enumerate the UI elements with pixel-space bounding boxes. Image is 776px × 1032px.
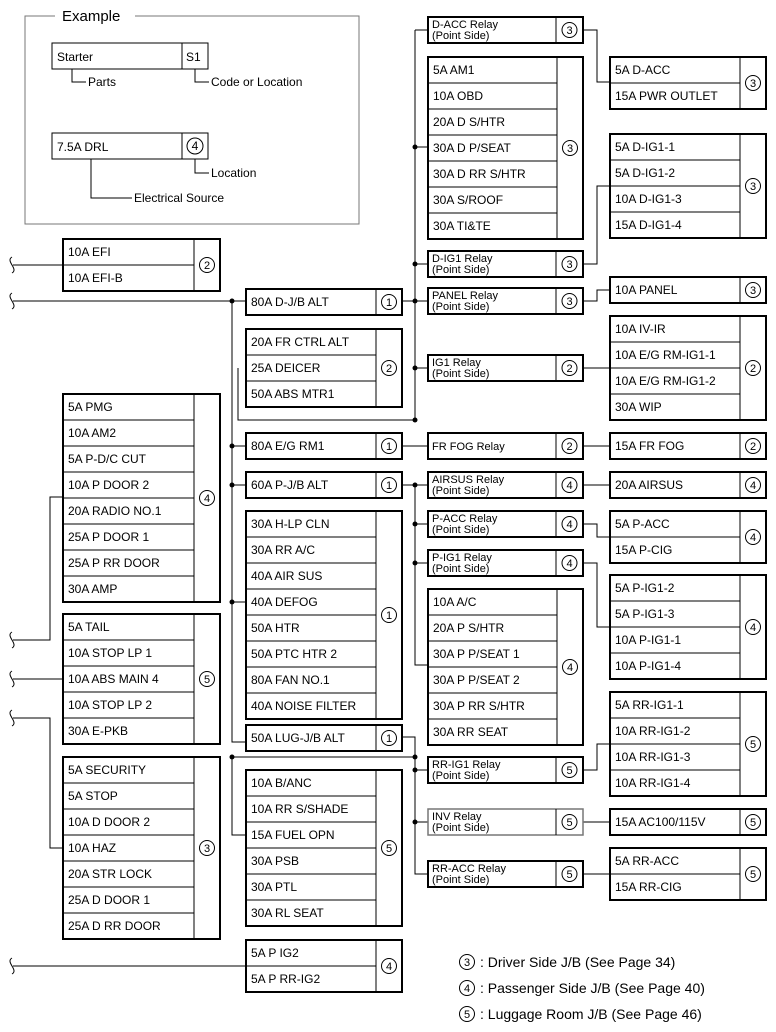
fuse-50a-abs-mtr1: 50A ABS MTR1 <box>251 387 335 401</box>
fuse-10a-p-ig1-4: 10A P-IG1-4 <box>615 659 682 673</box>
location-number: 4 <box>566 558 573 570</box>
group-airsus-relay <box>428 472 583 498</box>
group-tail-group <box>63 614 220 744</box>
fuse-80a-e-g-rm1: 80A E/G RM1 <box>251 439 325 453</box>
fuse-30a-rl-seat: 30A RL SEAT <box>251 906 324 920</box>
location-number: 4 <box>566 662 574 674</box>
example-part-code: S1 <box>186 50 201 64</box>
location-number: 1 <box>385 441 393 453</box>
fuse-25a-p-rr-door: 25A P RR DOOR <box>68 556 160 570</box>
group-ac-group <box>428 589 583 745</box>
fuse-30a-d-rr-s-htr: 30A D RR S/HTR <box>433 167 526 181</box>
location-number: 4 <box>749 622 757 634</box>
location-number: 5 <box>203 674 211 686</box>
group-ig1-out <box>610 316 766 420</box>
relay-point-side: (Point Side) <box>432 563 490 575</box>
fuse-50a-htr: 50A HTR <box>251 621 300 635</box>
group-pjb-alt <box>246 472 402 498</box>
cable-break-marks <box>10 257 14 974</box>
relay-name: IG1 Relay <box>432 357 481 369</box>
relay-name: FR FOG Relay <box>432 441 505 453</box>
fuse-15a-fuel-opn: 15A FUEL OPN <box>251 828 335 842</box>
fuse-10a-rr-ig1-3: 10A RR-IG1-3 <box>615 750 691 764</box>
location-number: 3 <box>566 25 573 37</box>
group-am1-group <box>428 57 583 239</box>
fuse-50a-ptc-htr-2: 50A PTC HTR 2 <box>251 647 338 661</box>
relay-name: INV Relay <box>432 811 482 823</box>
example-location-label: Location <box>211 166 257 180</box>
relay-name: P-IG1 Relay <box>432 552 492 564</box>
group-rrig1-out <box>610 692 766 796</box>
group-pacc-relay <box>428 511 583 537</box>
relay-name: P-ACC Relay <box>432 513 498 525</box>
fuse-15a-p-cig: 15A P-CIG <box>615 543 673 557</box>
fuse-5a-p-acc: 5A P-ACC <box>615 517 670 531</box>
fuse-20a-p-s-htr: 20A P S/HTR <box>433 621 505 635</box>
relay-point-side: (Point Side) <box>432 524 490 536</box>
fuse-30a-rr-a-c: 30A RR A/C <box>251 543 316 557</box>
fuse-60a-p-j-b-alt: 60A P-J/B ALT <box>251 478 329 492</box>
group-rrig1-relay <box>428 757 583 783</box>
group-ig1-relay <box>428 355 583 381</box>
group-pig1-relay <box>428 550 583 576</box>
group-fr-fog-relay <box>428 433 583 459</box>
location-number: 3 <box>203 843 211 855</box>
group-pig1-out <box>610 575 766 679</box>
fuse-5a-d-ig1-2: 5A D-IG1-2 <box>615 166 676 180</box>
example-source-name: 7.5A DRL <box>57 140 109 154</box>
group-efi <box>63 239 220 291</box>
relay-name: RR-IG1 Relay <box>432 759 501 771</box>
group-pig2-group <box>246 940 402 992</box>
group-rracc-relay <box>428 861 583 887</box>
group-fr-fog-out <box>610 433 766 459</box>
fuse-30a-amp: 30A AMP <box>68 582 118 596</box>
fuse-20a-d-s-htr: 20A D S/HTR <box>433 115 506 129</box>
fuse-10a-obd: 10A OBD <box>433 89 484 103</box>
fuse-30a-p-p-seat-2: 30A P P/SEAT 2 <box>433 673 520 687</box>
group-airsus-out <box>610 472 766 498</box>
fuse-15a-fr-fog: 15A FR FOG <box>615 439 685 453</box>
location-number: 1 <box>385 480 393 492</box>
fuse-30a-s-roof: 30A S/ROOF <box>433 193 504 207</box>
group-hlp-group <box>246 511 402 719</box>
fuse-40a-noise-filter: 40A NOISE FILTER <box>251 699 357 713</box>
fuse-10a-e-g-rm-ig1-2: 10A E/G RM-IG1-2 <box>615 374 716 388</box>
fuse-30a-wip: 30A WIP <box>615 400 662 414</box>
fuse-25a-p-door-1: 25A P DOOR 1 <box>68 530 150 544</box>
fuse-40a-air-sus: 40A AIR SUS <box>251 569 323 583</box>
fuse-5a-pmg: 5A PMG <box>68 400 113 414</box>
relay-name: D-ACC Relay <box>432 19 499 31</box>
fuse-10a-e-g-rm-ig1-1: 10A E/G RM-IG1-1 <box>615 348 716 362</box>
group-security-group <box>63 757 220 939</box>
fuse-25a-d-door-1: 25A D DOOR 1 <box>68 893 151 907</box>
location-number: 2 <box>385 363 393 375</box>
fuse-10a-d-door-2: 10A D DOOR 2 <box>68 815 151 829</box>
fuse-10a-p-door-2: 10A P DOOR 2 <box>68 478 150 492</box>
fuse-10a-panel: 10A PANEL <box>615 283 678 297</box>
fuse-10a-rr-s-shade: 10A RR S/SHADE <box>251 802 349 816</box>
relay-name: D-IG1 Relay <box>432 253 493 265</box>
fuse-10a-rr-ig1-4: 10A RR-IG1-4 <box>615 776 691 790</box>
fuse-5a-p-ig2: 5A P IG2 <box>251 946 299 960</box>
relay-point-side: (Point Side) <box>432 368 490 380</box>
fuse-50a-lug-j-b-alt: 50A LUG-J/B ALT <box>251 731 345 745</box>
fuse-5a-am1: 5A AM1 <box>433 63 475 77</box>
example-code-label: Code or Location <box>211 75 303 89</box>
location-number: 3 <box>749 285 757 297</box>
location-number: 4 <box>566 480 573 492</box>
group-dacc-relay <box>428 17 583 43</box>
fuse-5a-d-ig1-1: 5A D-IG1-1 <box>615 140 676 154</box>
group-inv-out <box>610 809 766 835</box>
fuse-5a-rr-acc: 5A RR-ACC <box>615 854 680 868</box>
group-lug-jb <box>246 725 402 751</box>
fuse-10a-a-c: 10A A/C <box>433 595 477 609</box>
group-banc-group <box>246 770 402 926</box>
fuse-5a-rr-ig1-1: 5A RR-IG1-1 <box>615 698 684 712</box>
relay-point-side: (Point Side) <box>432 30 490 42</box>
relay-point-side: (Point Side) <box>432 301 490 313</box>
fuse-5a-p-rr-ig2: 5A P RR-IG2 <box>251 972 321 986</box>
fuse-10a-b-anc: 10A B/ANC <box>251 776 312 790</box>
location-number: 2 <box>203 260 211 272</box>
location-number: 5 <box>566 869 573 881</box>
group-panel-out <box>610 277 766 303</box>
group-rracc-out <box>610 848 766 900</box>
relay-point-side: (Point Side) <box>432 770 490 782</box>
location-number: 4 <box>203 493 211 505</box>
location-number: 3 <box>566 143 574 155</box>
location-number: 3 <box>749 78 757 90</box>
location-number: 4 <box>749 532 757 544</box>
location-number: 4 <box>749 480 757 492</box>
fuse-25a-d-rr-door: 25A D RR DOOR <box>68 919 161 933</box>
group-inv-relay <box>428 809 583 835</box>
fuse-10a-abs-main-4: 10A ABS MAIN 4 <box>68 672 159 686</box>
fuse-10a-am2: 10A AM2 <box>68 426 117 440</box>
fuse-30a-d-p-seat: 30A D P/SEAT <box>433 141 511 155</box>
fuse-5a-security: 5A SECURITY <box>68 763 147 777</box>
fuse-30a-p-rr-s-htr: 30A P RR S/HTR <box>433 699 525 713</box>
fuse-40a-defog: 40A DEFOG <box>251 595 318 609</box>
group-panel-relay <box>428 288 583 314</box>
group-eg-rm1 <box>246 433 402 459</box>
location-number: 3 <box>566 296 573 308</box>
fuse-15a-d-ig1-4: 15A D-IG1-4 <box>615 218 682 232</box>
legend-luggage-room: : Luggage Room J/B (See Page 46) <box>480 1006 702 1022</box>
example-source-label: Electrical Source <box>134 191 225 205</box>
location-number: 3 <box>749 181 757 193</box>
fuse-10a-d-ig1-3: 10A D-IG1-3 <box>615 192 682 206</box>
fuse-15a-pwr-outlet: 15A PWR OUTLET <box>615 89 718 103</box>
location-number: 2 <box>566 363 573 375</box>
fuse-30a-rr-seat: 30A RR SEAT <box>433 725 509 739</box>
relay-name: AIRSUS Relay <box>432 474 505 486</box>
fuse-10a-efi: 10A EFI <box>68 245 111 259</box>
fuse-30a-h-lp-cln: 30A H-LP CLN <box>251 517 330 531</box>
location-number: 1 <box>385 610 393 622</box>
location-number: 5 <box>385 843 393 855</box>
example-parts-label: Parts <box>88 75 117 89</box>
legend-passenger-side: : Passenger Side J/B (See Page 40) <box>480 980 705 996</box>
fuse-80a-d-j-b-alt: 80A D-J/B ALT <box>251 295 329 309</box>
location-number: 3 <box>566 259 573 271</box>
group-pmg-group <box>63 394 220 602</box>
fuse-10a-stop-lp-2: 10A STOP LP 2 <box>68 698 153 712</box>
fuse-80a-fan-no-1: 80A FAN NO.1 <box>251 673 330 687</box>
fuse-10a-p-ig1-1: 10A P-IG1-1 <box>615 633 682 647</box>
location-number: 2 <box>749 363 757 375</box>
fuse-5a-d-acc: 5A D-ACC <box>615 63 671 77</box>
location-number: 5 <box>749 739 757 751</box>
fuse-30a-p-p-seat-1: 30A P P/SEAT 1 <box>433 647 520 661</box>
location-number: 2 <box>566 441 573 453</box>
example-source-loc: 4 <box>191 139 199 153</box>
group-pacc-out <box>610 511 766 563</box>
fuse-5a-p-ig1-3: 5A P-IG1-3 <box>615 607 675 621</box>
group-dig1-out <box>610 134 766 238</box>
location-number: 5 <box>749 817 757 829</box>
group-djb-alt <box>246 289 402 315</box>
fuse-10a-efi-b: 10A EFI-B <box>68 271 123 285</box>
relay-name: RR-ACC Relay <box>432 863 506 875</box>
fuse-20a-fr-ctrl-alt: 20A FR CTRL ALT <box>251 335 350 349</box>
fuse-5a-p-ig1-2: 5A P-IG1-2 <box>615 581 675 595</box>
group-dacc-out <box>610 57 766 109</box>
fuse-5a-p-d-c-cut: 5A P-D/C CUT <box>68 452 147 466</box>
location-number: 5 <box>566 765 573 777</box>
legend-num-5: 5 <box>463 1009 471 1021</box>
relay-point-side: (Point Side) <box>432 874 490 886</box>
location-number: 4 <box>385 961 393 973</box>
relay-point-side: (Point Side) <box>432 264 490 276</box>
group-dig1-relay <box>428 251 583 277</box>
location-number: 5 <box>566 817 573 829</box>
fuse-10a-haz: 10A HAZ <box>68 841 117 855</box>
example-title: Example <box>62 8 121 25</box>
location-number: 4 <box>566 519 573 531</box>
location-legend <box>460 954 705 1022</box>
fuse-10a-stop-lp-1: 10A STOP LP 1 <box>68 646 153 660</box>
relay-point-side: (Point Side) <box>432 485 490 497</box>
fuse-15a-rr-cig: 15A RR-CIG <box>615 880 682 894</box>
fuse-30a-ti-te: 30A TI&TE <box>433 219 491 233</box>
fuse-15a-ac100-115v: 15A AC100/115V <box>615 815 706 829</box>
legend-num-4: 4 <box>463 983 471 995</box>
fuse-20a-str-lock: 20A STR LOCK <box>68 867 153 881</box>
location-number: 1 <box>385 733 393 745</box>
location-number: 1 <box>385 297 393 309</box>
fuse-30a-e-pkb: 30A E-PKB <box>68 724 129 738</box>
group-fr-ctrl <box>246 329 402 407</box>
fuse-30a-psb: 30A PSB <box>251 854 300 868</box>
example-part-name: Starter <box>57 50 94 64</box>
fuse-30a-ptl: 30A PTL <box>251 880 298 894</box>
legend-num-3: 3 <box>463 957 471 969</box>
fuse-20a-airsus: 20A AIRSUS <box>615 478 684 492</box>
relay-point-side: (Point Side) <box>432 822 490 834</box>
location-number: 2 <box>749 441 757 453</box>
fuse-25a-deicer: 25A DEICER <box>251 361 321 375</box>
fuse-10a-rr-ig1-2: 10A RR-IG1-2 <box>615 724 691 738</box>
relay-name: PANEL Relay <box>432 290 499 302</box>
legend-driver-side: : Driver Side J/B (See Page 34) <box>480 954 676 970</box>
fuse-5a-stop: 5A STOP <box>68 789 118 803</box>
fuse-10a-iv-ir: 10A IV-IR <box>615 322 666 336</box>
location-number: 5 <box>749 869 757 881</box>
example-legend-box <box>25 6 359 224</box>
fuse-20a-radio-no-1: 20A RADIO NO.1 <box>68 504 162 518</box>
fuse-5a-tail: 5A TAIL <box>68 620 110 634</box>
